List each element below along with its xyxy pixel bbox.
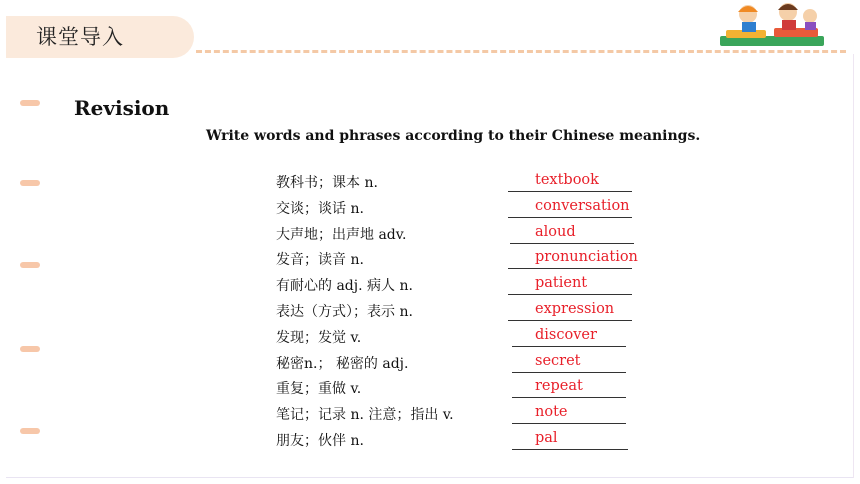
side-dot: [20, 180, 40, 186]
vocab-prompt: 表达（方式）；表示 n.: [276, 303, 413, 320]
answer-blank: [508, 320, 632, 321]
right-border: [853, 54, 854, 478]
cartoon-kids-illustration: [716, 0, 828, 50]
vocab-row: [276, 172, 656, 198]
vocab-prompt: 教科书；课本 n.: [276, 175, 378, 191]
answer-blank: [510, 243, 634, 244]
vocab-answer: secret: [535, 352, 581, 369]
answer-blank: [508, 294, 632, 295]
vocab-row: [276, 327, 656, 353]
vocab-list: [276, 172, 656, 456]
vocab-answer: note: [535, 404, 568, 421]
vocab-prompt: 发现；发觉 v.: [276, 329, 362, 346]
vocab-row: [276, 430, 656, 456]
side-dot: [20, 262, 40, 268]
vocab-row: [276, 224, 656, 250]
vocab-answer: textbook: [535, 172, 599, 188]
header-title: 课堂导入: [36, 25, 124, 49]
vocab-prompt: 重复；重做 v.: [276, 381, 362, 398]
answer-blank: [512, 423, 626, 424]
vocab-answer: discover: [535, 326, 597, 343]
header-dashed-divider: [196, 50, 846, 53]
vocab-prompt: 大声地；出声地 adv.: [276, 226, 407, 243]
section-heading: Revision: [74, 96, 170, 120]
vocab-row: [276, 275, 656, 301]
section-instruction: Write words and phrases according to their Chinese meanings.: [206, 128, 701, 144]
vocab-row: [276, 301, 656, 327]
vocab-answer: patient: [535, 275, 588, 292]
vocab-prompt: 发音；读音 n.: [276, 252, 364, 269]
vocab-prompt: 朋友；伙伴 n.: [276, 432, 364, 449]
answer-blank: [512, 397, 626, 398]
vocab-row: [276, 378, 656, 404]
answer-blank: [508, 217, 632, 218]
answer-blank: [508, 268, 632, 269]
side-dot: [20, 346, 40, 352]
bottom-border: [6, 477, 854, 478]
answer-blank: [512, 346, 626, 347]
vocab-row: [276, 404, 656, 430]
vocab-row: [276, 249, 656, 275]
vocab-prompt: 笔记；记录 n. 注意；指出 v.: [276, 407, 454, 424]
vocab-answer: pronunciation: [535, 249, 638, 266]
answer-blank: [508, 191, 632, 192]
vocab-answer: expression: [535, 300, 615, 317]
side-dot: [20, 100, 40, 106]
vocab-answer: aloud: [535, 223, 576, 240]
vocab-prompt: 交谈；谈话 n.: [276, 200, 364, 217]
vocab-answer: pal: [535, 429, 558, 446]
side-dot: [20, 428, 40, 434]
vocab-answer: conversation: [535, 197, 630, 214]
vocab-row: [276, 198, 656, 224]
vocab-prompt: 秘密n.； 秘密的 adj.: [276, 355, 409, 372]
answer-blank: [512, 372, 626, 373]
vocab-prompt: 有耐心的 adj. 病人 n.: [276, 278, 413, 295]
vocab-row: [276, 353, 656, 379]
vocab-answer: repeat: [535, 378, 583, 395]
answer-blank: [512, 449, 628, 450]
